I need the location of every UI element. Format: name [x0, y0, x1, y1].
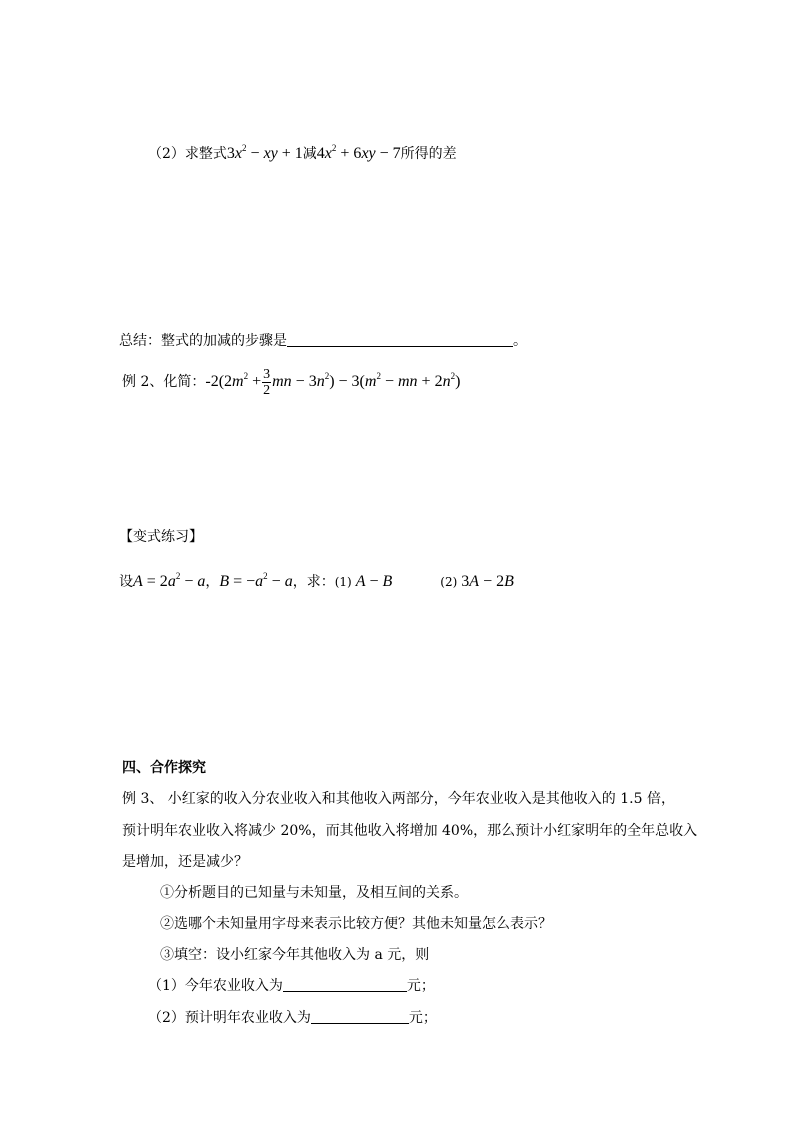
- fill2-blank[interactable]: [311, 1009, 409, 1024]
- fraction-numerator: 3: [263, 366, 271, 382]
- summary-label: 总结：整式的加减的步骤是: [119, 333, 287, 349]
- variation-B: $B = -a^2 - a$: [219, 571, 293, 590]
- fill2-unit: 元；: [408, 1010, 437, 1026]
- fraction-denominator: 2: [263, 382, 271, 398]
- fill-2: [148, 1008, 437, 1028]
- step-1: ①分析题目的已知量与未知量，及相互间的关系。: [160, 885, 468, 901]
- summary-end: 。: [513, 333, 527, 349]
- variation-set: 设: [119, 574, 133, 590]
- example2-expr-a: $-2(2m^2$ +: [205, 371, 262, 390]
- q2-expr2: $4x^2 + 6xy - 7$: [316, 143, 401, 162]
- step-2: ②选哪个未知量用字母来表示比较方便？其他未知量怎么表示？: [160, 916, 552, 932]
- q2-expr1: $3x^2$ − xy + 1: [226, 143, 303, 162]
- example-3-line-2: 预计明年农业收入将减少 20%，而其他收入将增加 40%，那么预计小红家明年的全年总收入: [122, 823, 698, 839]
- variation-ask: ，求：: [292, 574, 335, 590]
- variation-3A-minus-2B: 3A − 2B: [457, 573, 514, 590]
- variation-title: 【变式练习】: [119, 529, 203, 545]
- fill2-label: （2）预计明年农业收入为: [148, 1010, 311, 1026]
- variation-sep: ，: [205, 574, 220, 590]
- section-4-title: 四、合作探究: [122, 760, 206, 776]
- summary-blank[interactable]: [287, 332, 513, 347]
- example2-label: 例 2、化简：: [122, 374, 206, 390]
- example-3-line-1: 例 3、 小红家的收入分农业收入和其他收入两部分，今年农业收入是其他收入的 1.5 倍，: [122, 791, 675, 807]
- fill1-blank[interactable]: [283, 977, 407, 992]
- example-3-line-3: 是增加，还是减少？: [122, 854, 248, 870]
- variation-p1: (1): [334, 575, 352, 589]
- fill1-label: （1）今年农业收入为: [148, 978, 283, 994]
- variation-p2: (2): [440, 575, 458, 589]
- q2-mid: 减: [302, 146, 317, 162]
- fill1-unit: 元；: [406, 978, 435, 994]
- variation-A-minus-B: A − B: [355, 573, 393, 590]
- example2-expr-b: mn − $3n^2) - 3(m^2$ − mn + $2n^2$): [272, 371, 461, 390]
- fill-1: [148, 976, 435, 996]
- variation-A: $A = 2a^2 - a$: [133, 571, 206, 590]
- example-2: [122, 358, 460, 400]
- question-2: [148, 138, 457, 164]
- variation-line: [119, 566, 514, 592]
- example2-fraction: [262, 367, 271, 398]
- step-3: ③填空：设小红家今年其他收入为 a 元，则: [160, 947, 430, 963]
- q2-suffix: 所得的差: [400, 146, 457, 162]
- summary-line: [119, 331, 527, 351]
- q2-prefix: （2）求整式: [148, 146, 227, 162]
